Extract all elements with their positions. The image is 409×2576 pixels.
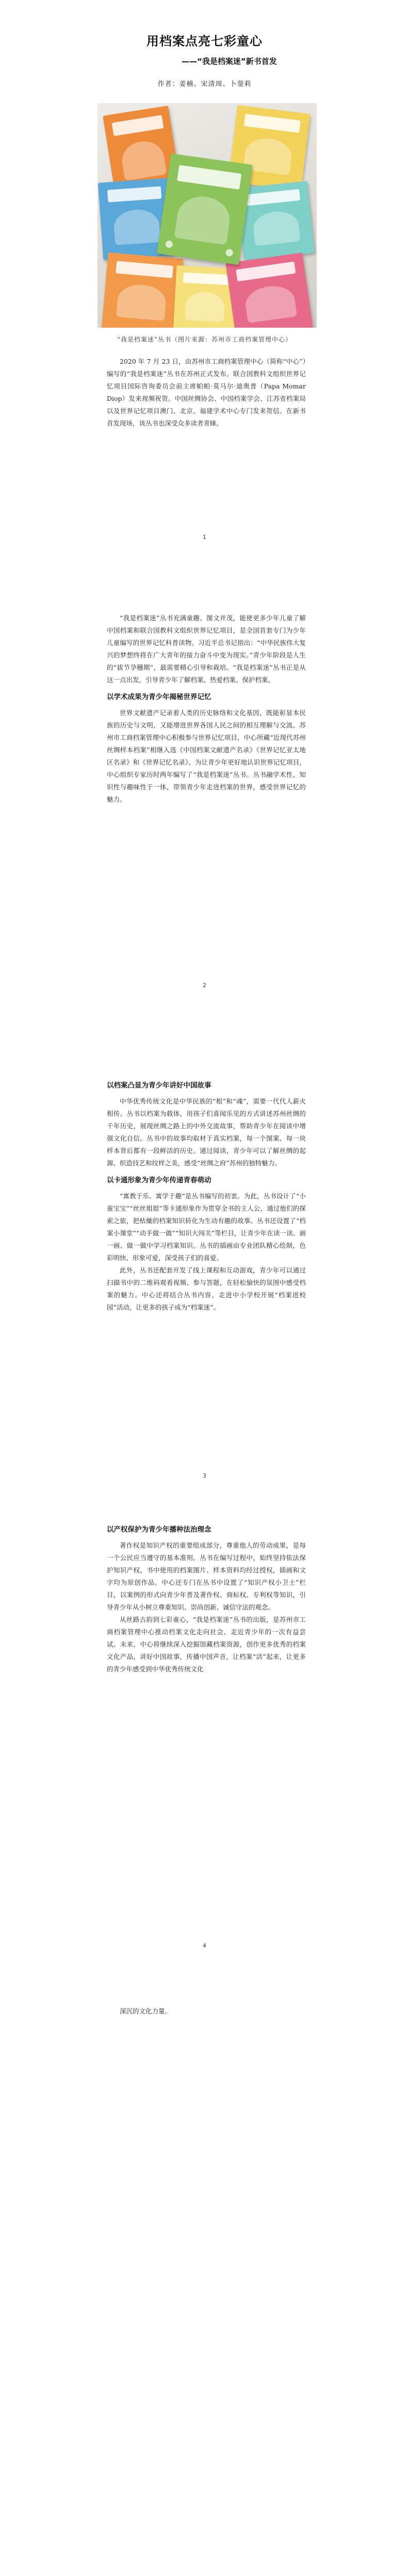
paragraph: 此外，丛书还配套开发了线上课程和互动游戏，青少年可以通过扫描书中的二维码观看视频、参与答题，在轻松愉快的氛围中感受档案的魅力。中心还将结合丛书内容，走进中小学校开展“档案进校园”活动，让更多的孩子成为“档案迷”。 (107, 1266, 306, 1311)
paragraph: 2020 年 7 月 23 日，由苏州市工商档案管理中心（简称“中心”）编写的“我是档案迷”丛书在苏州正式发布。联合国教科文组织世界记忆项目国际咨询委员会前主席帕帕·莫马尔·迪奥普（Papa Momar Diop）发来视频祝贺。中国丝绸协会、中国档案学会、江苏省档案局以及世界记忆项目澳门、北京、福建学术中心专门发来贺信。在新书首发现场，该丛书也深受众多读者青睐。 (107, 358, 306, 427)
article-subtitle: ——“我是档案迷”新书首发 (182, 57, 277, 66)
page-5-body (107, 2005, 306, 2018)
page-3-body (107, 1080, 306, 1314)
paragraph: 从丝路古韵到七彩童心，“我是档案迷”丛书的出版，是苏州市工商档案管理中心推动档案文化走向社会、走近青少年的一次有益尝试。未来，中心将继续深入挖掘馆藏档案资源，创作更多优秀的档案文化产品，讲好中国故事，传播中国声音，让档案“活”起来，让更多的青少年感受到中华优秀传统文化 (107, 1616, 306, 1673)
section-heading: 以档案凸显为青少年讲好中国故事 (107, 1081, 211, 1090)
page-number: 1 (203, 534, 206, 540)
paragraph: 中华优秀传统文化是中华民族的“根”和“魂”，需要一代代人薪火相传。丛书以档案为载体，用孩子们喜闻乐见的方式讲述苏州丝绸的千年历史，展现丝绸之路上的中外交流故事，帮助青少年在阅读中增强文化自信。丛书中的故事均取材于真实档案，每一个图案、每一块样本背后都有一段鲜活的历史。通过阅读，青少年可以了解丝绸的起源、织造技艺和纹样之美，感受“丝绸之府”苏州的独特魅力。 (107, 1097, 306, 1167)
book-cover-light-orange (102, 252, 184, 328)
paragraph: “寓教于乐、寓学于趣”是丛书编写的初衷。为此，丛书设计了“小蚕宝宝”“丝丝姐姐”等卡通形象作为贯穿全书的主人公，通过他们的探索之旅，把枯燥的档案知识转化为生动有趣的故事。丛书还设置了“档案小课堂”“动手做一做”“知识大闯关”等栏目，让青少年在读一读、画一画、做一做中学习档案知识。丛书的插画由专业团队精心绘制，色彩明快、形象可爱，深受孩子们的喜爱。 (107, 1192, 306, 1262)
page-4-body (107, 1524, 306, 1675)
page-1-body (107, 355, 306, 430)
photo-caption: “我是档案迷”丛书（图片来源：苏州市工商档案管理中心） (117, 336, 292, 343)
paragraph: 世界文献遗产记录着人类的历史脉络和文化基因，既能彰显本民族的历史与文明，又能增进世界各国人民之间的相互理解与交流。苏州市工商档案管理中心积极参与世界记忆项目，中心所藏“近现代苏州丝绸样本档案”相继入选《中国档案文献遗产名录》《世界记忆亚太地区名录》和《世界记忆名录》。为让青少年更好地认识世界记忆项目，中心组织专家历时两年编写了“我是档案迷”丛书。丛书融学术性、知识性与趣味性于一体，带领青少年走进档案的世界，感受世界记忆的魅力。 (107, 709, 306, 803)
book-cover-pink (225, 252, 313, 328)
article-authors: 作者：姜楠、宋清周、卜蓥莉 (157, 80, 252, 88)
paragraph: “我是档案迷”丛书充满童趣、图文并茂，能使更多少年儿童了解中国档案和联合国教科文组织世界记忆项目，是全国首套专门为少年儿童编写的世界记忆科普读物。习近平总书记指出：“中华民族伟大复兴的梦想终将在广大青年的接力奋斗中变为现实。”青少年阶段是人生的“拔节孕穗期”，最需要精心引导和栽培。“我是档案迷”丛书正是从这一点出发，引导青少年了解档案、热爱档案、保护档案。 (107, 614, 306, 684)
book-series-photo (97, 103, 317, 328)
page-number: 4 (203, 1942, 206, 1949)
section-heading: 以卡通形象为青少年传递青春萌动 (107, 1176, 211, 1184)
section-heading: 以学术成果为青少年揭秘世界记忆 (107, 693, 211, 701)
page-2-body (107, 612, 306, 806)
page-number: 3 (203, 1472, 206, 1479)
paragraph: 著作权是知识产权的重要组成部分，尊重他人的劳动成果，是每一个公民应当遵守的基本准则。丛书在编写过程中，始终坚持依法保护知识产权，书中使用的档案图片、样本资料均经过授权，插画和文字均为原创作品。中心还专门在丛书中设置了“知识产权小卫士”栏目，以案例的形式向青少年普及著作权、商标权、专利权等知识，引导青少年从小树立尊重知识、崇尚创新、诚信守法的观念。 (107, 1541, 306, 1611)
article-title: 用档案点亮七彩童心 (146, 34, 263, 48)
paragraph-continuation: 深沉的文化力量。 (120, 2007, 172, 2015)
page-number: 2 (203, 982, 206, 989)
section-heading: 以产权保护为青少年播种法治理念 (107, 1526, 211, 1534)
book-cover-green (157, 154, 253, 265)
